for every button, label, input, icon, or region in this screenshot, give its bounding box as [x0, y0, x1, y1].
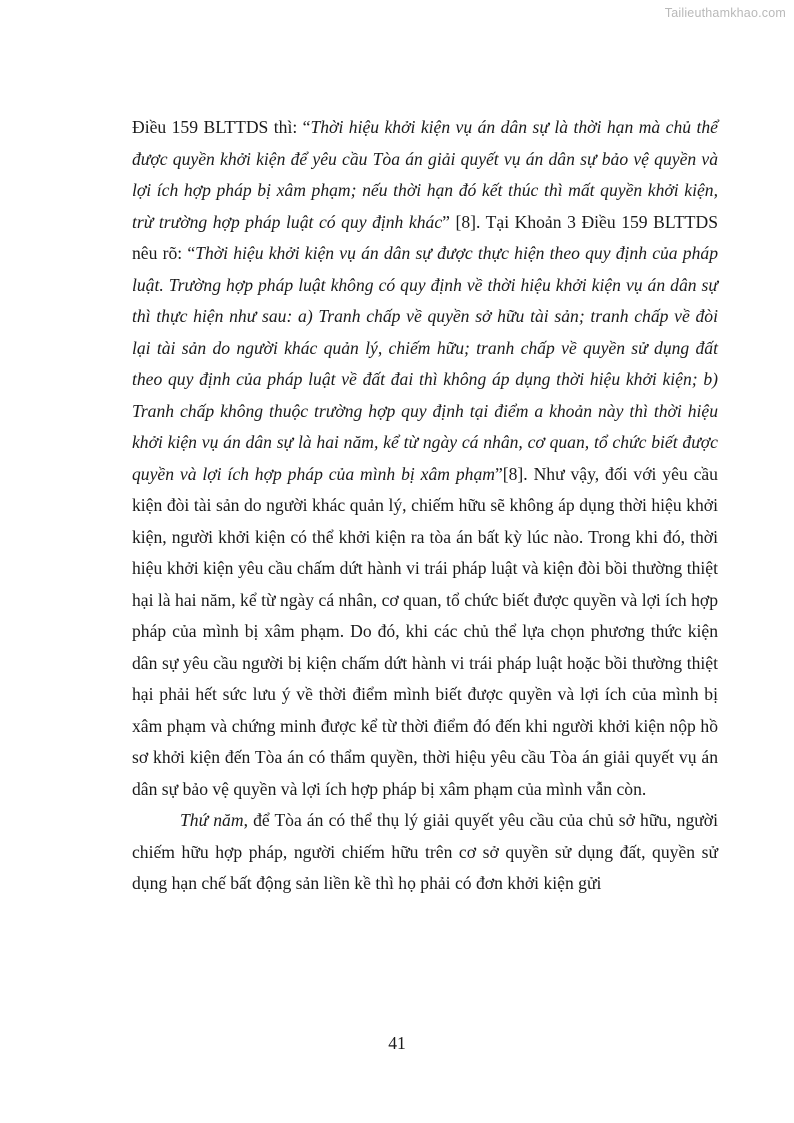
- page-number: 41: [388, 1033, 406, 1053]
- text-run: ”[8]. Như vậy, đối với yêu cầu kiện đòi tài sản do người khác quản lý, chiếm hữu sẽ không áp dụng thời hiệu khởi kiện, người khởi kiện có thể khởi kiện ra tòa án bất kỳ lúc nào. Trong khi đó, thời hiệu khởi kiện yêu cầu chấm dứt hành vi trái pháp luật và kiện đòi bồi thường thiệt hại là hai năm, kể từ ngày cá nhân, cơ quan, tổ chức biết được quyền và lợi ích hợp pháp của mình bị xâm phạm. Do đó, khi các chủ thể lựa chọn phương thức kiện dân sự yêu cầu người bị kiện chấm dứt hành vi trái pháp luật hoặc bồi thường thiệt hại phải hết sức lưu ý về thời điểm mình biết được quyền và lợi ích của mình bị xâm phạm và chứng minh được kể từ thời điểm đó đến khi người khởi kiện nộp hồ sơ khởi kiện đến Tòa án có thẩm quyền, thời hiệu yêu cầu Tòa án giải quyết vụ án dân sự bảo vệ quyền và lợi ích hợp pháp bị xâm phạm của mình vẫn còn.: [132, 463, 718, 799]
- body-text: [132, 112, 718, 900]
- text-run: , để Tòa án có thể thụ lý giải quyết yêu cầu của chủ sở hữu, người chiếm hữu hợp pháp, người chiếm hữu trên cơ sở quyền sử dụng đất, quyền sử dụng hạn chế bất động sản liền kề thì họ phải có đơn khởi kiện gửi: [132, 810, 718, 893]
- text-run: Điều 159 BLTTDS thì: “: [132, 117, 311, 137]
- italic-quote: Thời hiệu khởi kiện vụ án dân sự là thời hạn mà chủ thể được quyền khởi kiện để yêu cầu Tòa án giải quyết vụ án dân sự bảo vệ quyền và lợi ích hợp pháp bị xâm phạm; nếu thời hạn đó kết thúc thì mất quyền khởi kiện, trừ trường hợp pháp luật có quy định khác: [132, 117, 718, 232]
- italic-lead: Thứ năm: [180, 810, 244, 830]
- italic-quote: Thời hiệu khởi kiện vụ án dân sự được thực hiện theo quy định của pháp luật. Trường hợp pháp luật không có quy định về thời hiệu khởi kiện vụ án dân sự thì thực hiện như sau: a) Tranh chấp về quyền sở hữu tài sản; tranh chấp về đòi lại tài sản do người khác quản lý, chiếm hữu; tranh chấp về quyền sử dụng đất theo quy định của pháp luật về đất đai thì không áp dụng thời hiệu khởi kiện; b) Tranh chấp không thuộc trường hợp quy định tại điểm a khoản này thì thời hiệu khởi kiện vụ án dân sự là hai năm, kể từ ngày cá nhân, cơ quan, tổ chức biết được quyền và lợi ích hợp pháp của mình bị xâm phạm: [132, 243, 718, 484]
- paragraph: [132, 112, 718, 805]
- watermark: Tailieuthamkhao.com: [664, 6, 786, 20]
- paragraph: [132, 805, 718, 900]
- text-run: ” [8]. Tại Khoản 3 Điều 159 BLTTDS nêu rõ: “: [132, 211, 718, 263]
